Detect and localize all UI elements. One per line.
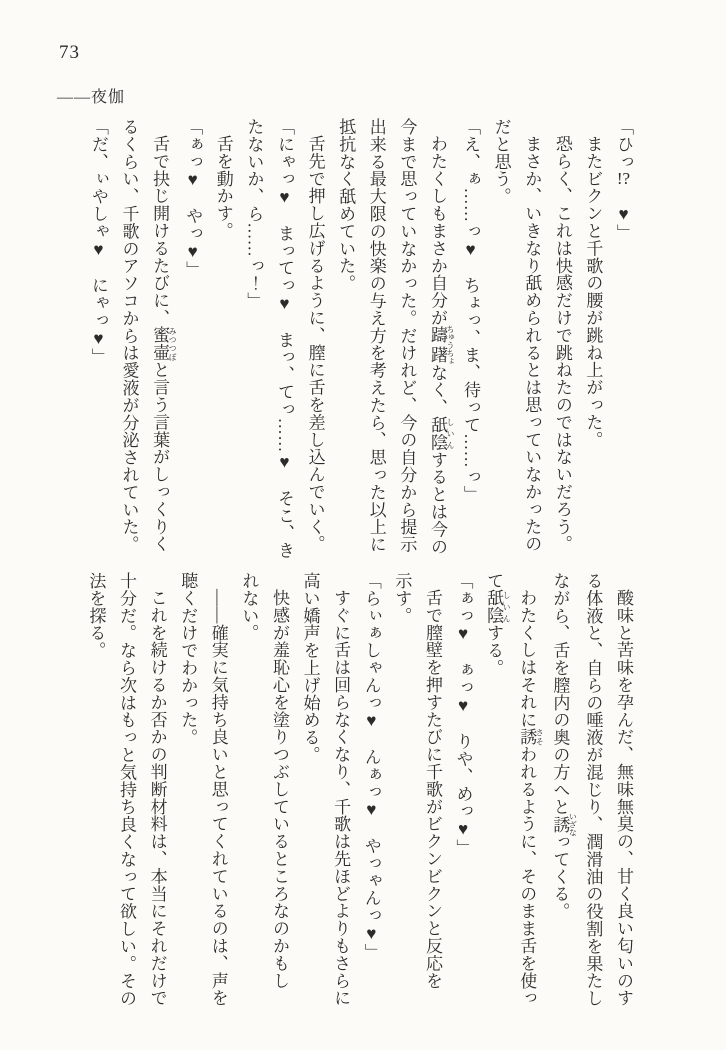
text-line: 法を探る。: [86, 572, 106, 659]
text-line: 出来る最大限の快楽の与え方を考えたら、思った以上に: [366, 118, 386, 553]
text-line: 舌で抉じ開けるたびに、蜜壷 みつつぼと言う言葉がしっくりく: [150, 135, 178, 553]
text-block-top: [82, 118, 638, 580]
text-line: わたくしもまさか自分が躊躇 ちゅうちょなく、舐陰 しいんするとは今の: [427, 135, 455, 556]
text-line: 示す。: [392, 572, 412, 625]
text-line: 舌を動かす。: [213, 135, 233, 240]
text-line: たないか、ら……っ！」: [244, 118, 264, 310]
ruby-annotated-word: 舐陰 しいん: [427, 416, 455, 451]
text-line: これを続けるか否かの判断材料は、本当にそれだけで: [147, 589, 167, 1007]
text-line: ながら、舌を膣内の奥の方へと誘 いざなってくる。: [550, 572, 578, 921]
text-line: る体液と、自らの唾液が混じり、潤滑油の役割を果たし: [583, 572, 603, 1007]
text-line: 抵抗なく舐めていた。: [336, 118, 356, 292]
text-line: 恐らく、これは快感だけで跳ねたのではないだろう。: [552, 135, 572, 553]
text-block-bottom: [80, 572, 638, 1034]
text-line: 「ぁっ♥ ぁっ♥ りや、めっ♥」: [453, 572, 473, 857]
text-line: まさか、いきなり舐められるとは思っていなかったの: [522, 135, 542, 553]
ruby-annotated-word: 蜜壷 みつつぼ: [150, 326, 178, 362]
text-line: れない。: [239, 572, 259, 642]
text-line: 舌で膣壁を押すたびに千歌がビクンビクンと反応を: [422, 589, 442, 990]
text-line: 「にゃっ♥ まってっ♥ まっ、てっ……♥ そこ、き: [274, 118, 294, 559]
text-line: すぐに舌は回らなくなり、千歌は先ほどよりもさらに: [331, 589, 351, 1007]
text-line: わたくしはそれに誘 さそわれるように、そのまま舌を使っ: [517, 589, 545, 1007]
text-line: 高い嬌声を上げ始める。: [300, 572, 320, 764]
text-line: て舐陰 しいんする。: [484, 572, 512, 677]
text-line: だと思う。: [491, 118, 511, 205]
ruby-annotated-word: 躊躇 ちゅうちょ: [427, 325, 455, 366]
tate-chu-yoko: !?: [616, 170, 631, 188]
page-number: 73: [59, 42, 80, 63]
text-line: ――確実に気持ち良いと思ってくれているのは、声を: [208, 589, 228, 1007]
text-line: 「え、ぁ……っ♥ ちょっ、ま、待って……っ」: [461, 118, 481, 503]
text-line: 「ひっ!? ♥」: [614, 118, 633, 242]
text-line: 快感が羞恥心を塗りつぶしているところなのかもし: [269, 589, 289, 990]
ruby-annotated-word: 誘 いざな: [550, 812, 578, 837]
text-line: 「だ、ぃやしゃ♥ にゃっ♥」: [88, 118, 108, 366]
text-line: 聴くだけでわかった。: [178, 572, 198, 746]
text-line: 今まで思っていなかった。だけれど、今の自分から提示: [397, 118, 417, 553]
ruby-annotated-word: 舐陰 しいん: [484, 589, 512, 625]
text-line: またビクンと千歌の腰が跳ね上がった。: [583, 135, 603, 449]
text-line: 「ぁっ♥ やっ♥」: [183, 118, 203, 279]
ruby-annotated-word: 誘 さそ: [517, 728, 545, 746]
text-line: 「らぃぁしゃんっ♥ んぁっ♥ やっゃんっ♥」: [361, 572, 381, 961]
text-line: 十分だ。なら次はもっと気持ち良くなって欲しい。その: [117, 572, 136, 1007]
text-line: るくらい、千歌のアソコからは愛液が分泌されていた。: [119, 118, 139, 553]
chapter-header: ――夜伽: [57, 89, 126, 106]
text-line: 酸味と苦味を孕んだ、無味無臭の、甘く良い匂いのす: [614, 589, 633, 1007]
text-line: 舌先で押し広げるように、膣に舌を差し込んでいく。: [305, 135, 325, 553]
